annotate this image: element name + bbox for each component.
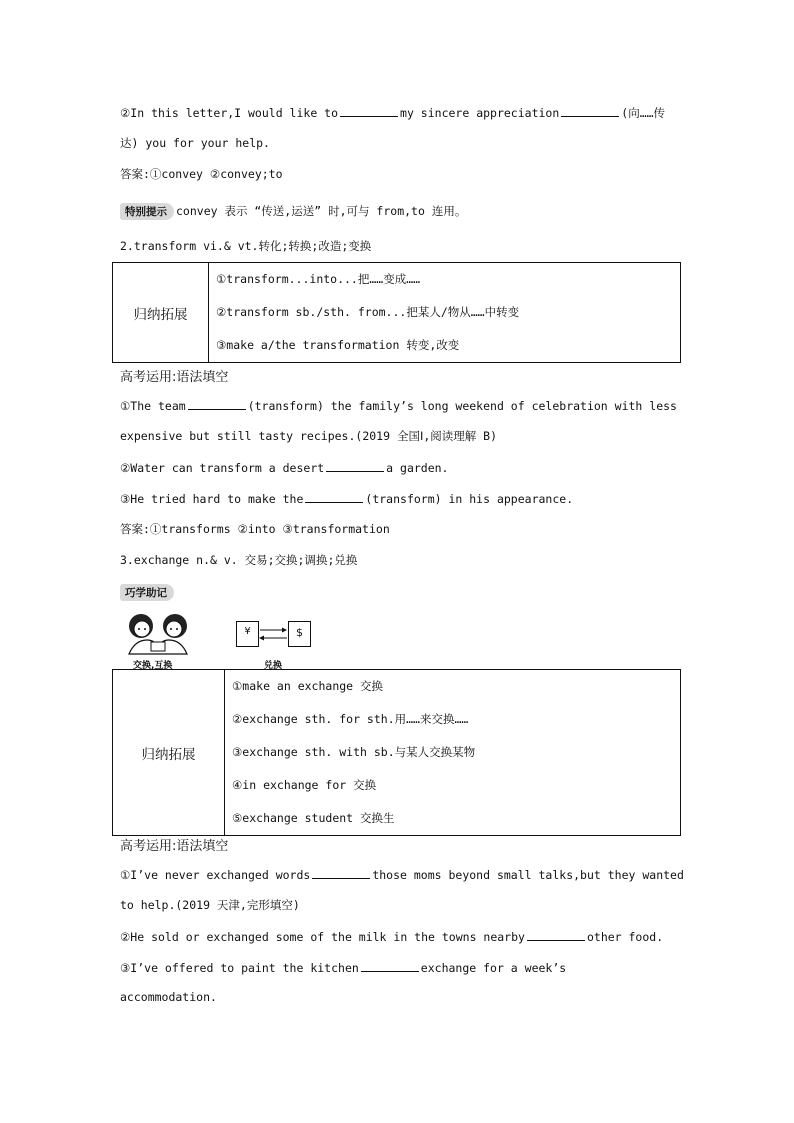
exchange-question-3-line1: ③I’ve offered to paint the kitchen exchange for a week’s [120, 961, 567, 975]
table-row: ①transform...into...把……变成…… [216, 272, 421, 286]
answer-blank[interactable] [561, 104, 619, 117]
transform-question-2: ②Water can transform a desert a garden. [120, 461, 449, 475]
exchange-question-3-line2: accommodation. [120, 990, 217, 1004]
memory-badge: 巧学助记 [120, 584, 174, 601]
answer-blank[interactable] [312, 866, 370, 879]
kids-icon [121, 610, 197, 656]
table-row: ②transform sb./sth. from...把某人/物从……中转变 [216, 305, 520, 319]
table-row: ③exchange sth. with sb.与某人交换某物 [232, 745, 476, 759]
answer-blank[interactable] [188, 397, 246, 410]
exchange-table [112, 669, 681, 836]
exam-label: 高考运用:语法填空 [120, 839, 229, 854]
tip-badge: 特别提示 [120, 203, 174, 220]
answer-blank[interactable] [340, 104, 398, 117]
table-row: ②exchange sth. for sth.用……来交换…… [232, 712, 469, 726]
exchange-heading: 3.exchange n.& v. 交易;交换;调换;兑换 [120, 553, 358, 567]
table-row: ⑤exchange student 交换生 [232, 811, 395, 825]
answer-blank[interactable] [527, 928, 585, 941]
table-row: ③make a/the transformation 转变,改变 [216, 338, 460, 352]
table-head: 归纳拓展 [113, 670, 225, 836]
transform-answer: 答案:①transforms ②into ③transformation [120, 522, 390, 536]
transform-table [112, 262, 681, 363]
answer-blank[interactable] [305, 490, 363, 503]
convey-answer: 答案:①convey ②convey;to [120, 167, 283, 181]
memory-tip [120, 584, 176, 601]
caption-right: 兑换 [264, 661, 283, 671]
transform-question-1-line2: expensive but still tasty recipes.(2019 全国Ⅰ,阅读理解 B) [120, 429, 498, 443]
transform-question-1-line1: ①The team (transform) the family’s long weekend of celebration with less [120, 399, 677, 413]
dollar-symbol: $ [296, 626, 303, 639]
table-head: 归纳拓展 [113, 263, 209, 363]
exchange-question-1-line1: ①I’ve never exchanged words those moms beyond small talks,but they wanted [120, 868, 684, 882]
kids-exchange-illustration [121, 610, 197, 660]
answer-blank[interactable] [361, 959, 419, 972]
convey-question-2-line2: 达) you for your help. [120, 136, 270, 150]
transform-heading: 2.transform vi.& vt.转化;转换;改造;变换 [120, 239, 372, 253]
convey-question-2-line1: ②In this letter,I would like to my sincere appreciation (向……传 [120, 106, 666, 120]
answer-blank[interactable] [326, 459, 384, 472]
convey-tip: 特别提示 convey 表示 “传送,运送” 时,可与 from,to 连用。 [120, 203, 466, 220]
exam-label: 高考运用:语法填空 [120, 370, 229, 385]
table-row: ④in exchange for 交换 [232, 778, 377, 792]
exchange-question-2: ②He sold or exchanged some of the milk in the towns nearby other food. [120, 930, 664, 944]
yen-symbol: ¥ [244, 626, 251, 637]
exchange-question-1-line2: to help.(2019 天津,完形填空) [120, 898, 300, 912]
caption-left: 交换,互换 [133, 661, 173, 671]
transform-question-3: ③He tried hard to make the (transform) in his appearance. [120, 492, 574, 506]
table-row: ①make an exchange 交换 [232, 679, 384, 693]
